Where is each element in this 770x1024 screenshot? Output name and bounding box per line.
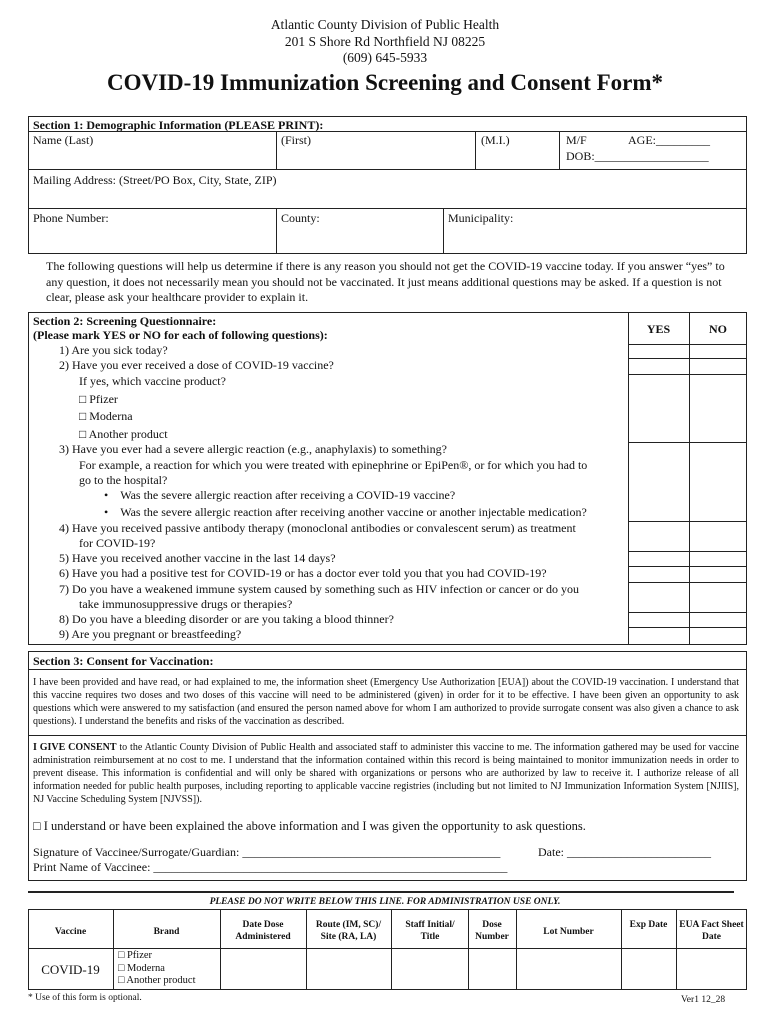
col-eua-header: EUA Fact Sheet Date <box>679 920 744 942</box>
checkbox-icon <box>79 427 86 441</box>
municipality-label: Municipality: <box>448 211 514 225</box>
question-3-example-cont: go to the hospital? <box>79 473 168 487</box>
col-vaccine-header: Vaccine <box>54 927 87 937</box>
answer-row-divider <box>628 566 747 567</box>
col-dose-header: Dose Number <box>475 920 509 942</box>
consent-bold: I GIVE CONSENT <box>33 742 117 753</box>
no-column-header: NO <box>709 322 727 336</box>
intro-paragraph: The following questions will help us determine if there is any reason you should not get the COVID-19 vaccine today. If you answer “yes” to any question, it does not necessarily mean you should not be vaccinated. It just means additional questions may be asked. If a question is not clear, please ask your healthcare provider to explain it. <box>46 259 725 304</box>
option-moderna[interactable]: □ Moderna <box>79 409 133 424</box>
sex-label: M/F <box>566 133 587 147</box>
phone-number-label: Phone Number: <box>33 211 109 225</box>
question-2-followup: If yes, which vaccine product? <box>79 374 226 388</box>
optional-note: * Use of this form is optional. <box>28 993 142 1003</box>
question-4: 4) Have you received passive antibody therapy (monoclonal antibodies or convalescent serum) as treatment <box>59 521 576 535</box>
question-4-cont: for COVID-19? <box>79 536 156 550</box>
checkbox-icon <box>118 975 124 986</box>
answer-row-divider <box>628 582 747 583</box>
section1-heading: Section 1: Demographic Information (PLEASE PRINT): <box>33 118 324 132</box>
page-title: COVID-19 Immunization Screening and Consent Form* <box>106 70 664 95</box>
bullet-icon: • <box>104 505 109 519</box>
option-pfizer[interactable]: □ Pfizer <box>79 392 118 407</box>
section3-heading: Section 3: Consent for Vaccination: <box>33 654 214 668</box>
question-6: 6) Have you had a positive test for COVID-19 or has a doctor ever told you that you had COVID-19? <box>59 566 547 580</box>
age-field[interactable]: AGE:_________ <box>628 133 710 147</box>
answer-row-divider <box>628 358 747 359</box>
date-field[interactable]: Date: ________________________ <box>538 845 711 859</box>
section2-heading: Section 2: Screening Questionnaire: <box>33 314 217 328</box>
agency-address: 201 S Shore Rd Northfield NJ 08225 <box>284 33 486 49</box>
question-3-bullet-1: • Was the severe allergic reaction after receiving a COVID-19 vaccine? <box>104 488 456 502</box>
checkbox-icon <box>33 819 41 833</box>
understand-checkbox[interactable]: □ I understand or have been explained the above information and I was given the opportunity to ask questions. <box>33 819 586 833</box>
question-5: 5) Have you received another vaccine in the last 14 days? <box>59 551 336 565</box>
col-lot-header: Lot Number <box>543 927 594 937</box>
name-last-label: Name (Last) <box>33 133 94 147</box>
bullet-icon: • <box>104 488 109 502</box>
question-3-example: For example, a reaction for which you were treated with epinephrine or EpiPen®, or for which you had to <box>79 458 588 472</box>
col-exp-header: Exp Date <box>629 920 668 930</box>
version-label: Ver1 12_28 <box>681 995 726 1005</box>
dob-field[interactable]: DOB:___________________ <box>566 149 709 163</box>
vaccine-value: COVID-19 <box>41 962 100 977</box>
form-header <box>0 17 770 67</box>
col-route-header: Route (IM, SC)/ Site (RA, LA) <box>315 920 382 942</box>
agency-name: Atlantic County Division of Public Health <box>270 17 500 32</box>
brand-options <box>118 950 196 988</box>
county-label: County: <box>281 211 320 225</box>
middle-initial-label: (M.I.) <box>481 133 510 147</box>
consent-paragraph-2: I GIVE CONSENT to the Atlantic County Division of Public Health and associated staff to administer this vaccine to me. The information gathered may be used for vaccine administration reimbursement at no cost to me. I understand that the information contained within this record is being maintained to monitor immunization needs in order to prevent disease. This information is confidential and will only be shared with organizations or persons who are authorized by law to receive it. I authorize release of all information needed for public health purposes, including reporting to applicable vaccine registries (including but not limited to NJ Immunization Information System [NJIIS], NJ Vaccine Scheduling System [NJVSS]). <box>33 742 739 805</box>
answer-row-divider <box>628 627 747 628</box>
admin-notice: PLEASE DO NOT WRITE BELOW THIS LINE. FOR ADMINISTRATION USE ONLY. <box>209 897 561 907</box>
first-name-label: (First) <box>281 133 311 147</box>
question-3: 3) Have you ever had a severe allergic reaction (e.g., anaphylaxis) to something? <box>59 442 447 456</box>
answer-row-divider <box>628 612 747 613</box>
agency-phone: (609) 645-5933 <box>342 50 428 65</box>
col-date-header: Date Dose Administered <box>235 920 291 942</box>
answer-row-divider <box>628 521 747 522</box>
brand-another[interactable]: □ Another product <box>118 975 196 988</box>
question-3-bullet-2: • Was the severe allergic reaction after receiving another vaccine or another injectable medication? <box>104 505 587 519</box>
question-9: 9) Are you pregnant or breastfeeding? <box>59 627 242 641</box>
answer-row-divider <box>628 551 747 552</box>
checkbox-icon <box>118 963 124 974</box>
brand-pfizer[interactable]: □ Pfizer <box>118 950 196 963</box>
col-brand-header: Brand <box>153 927 180 937</box>
checkbox-icon <box>79 409 86 423</box>
yes-column-header: YES <box>646 322 671 336</box>
question-2: 2) Have you ever received a dose of COVID-19 vaccine? <box>59 358 334 372</box>
col-staff-header: Staff Initial/ Title <box>405 920 455 942</box>
question-7-cont: take immunosuppressive drugs or therapies? <box>79 597 293 611</box>
section2-instructions: (Please mark YES or NO for each of following questions): <box>33 328 328 342</box>
print-name-field[interactable]: Print Name of Vaccinee: ___________________________________________________________ <box>33 860 508 874</box>
question-8: 8) Do you have a bleeding disorder or are you taking a blood thinner? <box>59 612 394 626</box>
signature-field[interactable]: Signature of Vaccinee/Surrogate/Guardian: ___________________________________________ <box>33 845 501 859</box>
checkbox-icon <box>118 950 124 961</box>
question-7: 7) Do you have a weakened immune system caused by something such as HIV infection or cancer or do you <box>59 582 579 596</box>
checkbox-icon <box>79 392 86 406</box>
brand-moderna[interactable]: □ Moderna <box>118 963 196 976</box>
option-another-product[interactable]: □ Another product <box>79 427 168 442</box>
question-1: 1) Are you sick today? <box>59 343 168 357</box>
answer-row-divider <box>628 374 747 375</box>
mailing-address-label: Mailing Address: (Street/PO Box, City, State, ZIP) <box>33 173 277 187</box>
consent-paragraph-1: I have been provided and have read, or had explained to me, the information sheet (Emergency Use Authorization [EUA]) about the COVID-19 vaccination. I understand that this vaccine requires two doses and two doses of this vaccine will need to be administered (given) in order for it to be effective. I have been given an opportunity to ask questions which were answered to my satisfaction (and ensured the person named above for whom I am authorized to provide surrogate consent was also given a chance to ask questions). I understand the benefits and risks of the vaccination as described. <box>33 677 739 727</box>
answer-row-divider <box>628 442 747 443</box>
